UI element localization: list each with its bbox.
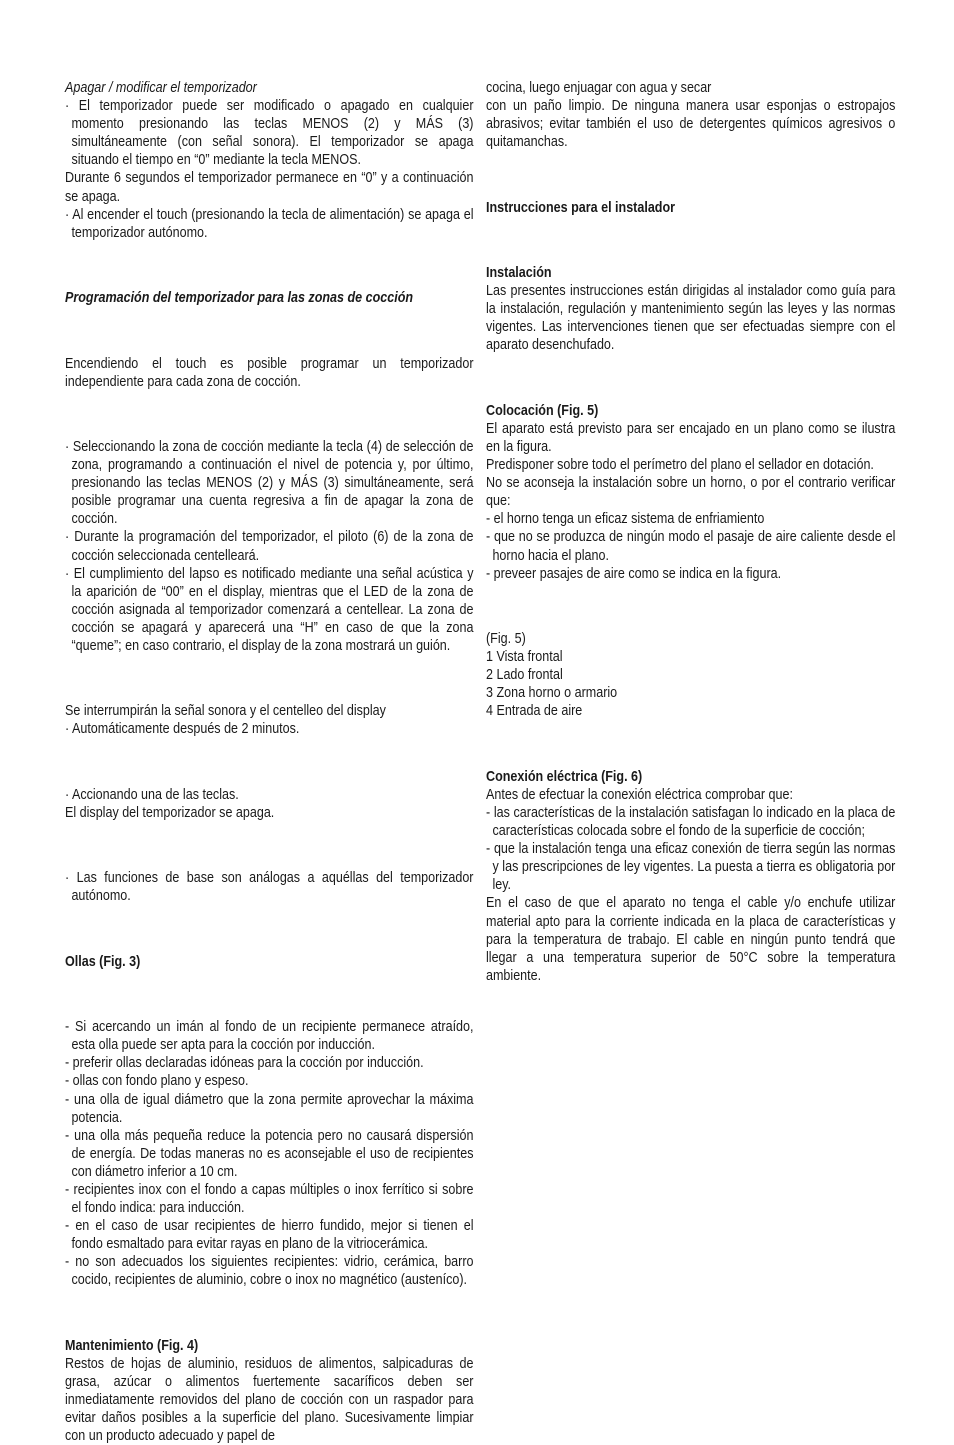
spacer (65, 985, 474, 1003)
list-item: - ollas con fondo plano y espeso. (65, 1073, 249, 1090)
spacer (65, 920, 474, 938)
section-heading: Ollas (Fig. 3) (65, 953, 141, 970)
bullet-item: · Seleccionando la zona de cocción mediante la tecla (4) de selección de zona, programando a continuación el nivel de potencia y, por último, presionando las teclas MENOS (2) y MÁS (3) simultáneamente, será posible programar una cuenta regresiva a fin de apagar la zona de cocción. (65, 438, 474, 528)
subsection-heading: Programación del temporizador para las zonas de cocción (65, 290, 414, 307)
bullet-item: · Accionando una de las teclas. (65, 786, 239, 803)
bullet-item: · Las funciones de base son análogas a aquéllas del temporizador autónomo. (65, 870, 474, 905)
list-item: - preferir ollas declaradas idóneas para la cocción por inducción. (65, 1055, 424, 1072)
paragraph: No se aconseja la instalación sobre un horno, o por el contrario verificar que: (486, 475, 896, 510)
paragraph: cocina, luego enjuagar con agua y secar (486, 80, 712, 96)
section-heading: Mantenimiento (Fig. 4) (65, 1337, 199, 1354)
list-item: - Si acercando un imán al fondo de un recipiente permanece atraído, esta olla puede ser apta para la cocción por inducción. (65, 1019, 474, 1054)
list-item: - recipientes inox con el fondo a capas múltiples o inox ferrítico si sobre el fondo indica: para inducción. (65, 1182, 474, 1217)
spacer (65, 670, 474, 688)
paragraph: Se interrumpirán la señal sonora y el centelleo del display (65, 703, 386, 720)
section-heading: Conexión eléctrica (Fig. 6) (486, 768, 643, 785)
section-heading: Instalación (486, 265, 552, 282)
list-item: - preveer pasajes de aire como se indica en la figura. (486, 565, 782, 582)
spacer (65, 753, 474, 771)
spacer (65, 837, 474, 855)
paragraph: 1 Vista frontal (486, 649, 563, 666)
paragraph: Las presentes instrucciones están dirigidas al instalador como guía para la instalación, regulación y mantenimiento según las leyes y las normas vigentes. Las intervenciones tienen que ser efectuadas siempre con el aparato desenchufado. (486, 283, 896, 354)
bullet-item: · Automáticamente después de 2 minutos. (65, 721, 300, 738)
list-item: - en el caso de usar recipientes de hierro fundido, mejor si tienen el fondo esmaltado para evitar rayas en plano de la vitriocerámica. (65, 1218, 474, 1253)
right-column (486, 79, 895, 985)
list-item: - no son adecuados los siguientes recipientes: vidrio, cerámica, barro cocido, recipientes de aluminio, cobre o inox no magnético (austeníco). (65, 1254, 474, 1289)
bullet-item: · El temporizador puede ser modificado o apagado en cualquier momento presionando las teclas MENOS (2) y MÁS (3) simultáneamente (con señal sonora). El temporizador se apaga situando el tiempo en “0” mediante la tecla MENOS. (65, 98, 474, 169)
spacer (65, 1304, 474, 1322)
spacer (65, 405, 474, 423)
list-item: - las características de la instalación satisfagan lo indicado en la placa de características colocada sobre el fondo de la superficie de cocción; (486, 804, 896, 840)
spacer (486, 166, 895, 184)
paragraph: Restos de hojas de aluminio, residuos de alimentos, salpicaduras de grasa, azúcar o alimentos fuertemente sacaríficos deben ser inmediatamente removidos del plano de cocción con un raspador para evitar daños posibles a la superficie del plano. Sucesivamente limpiar con un producto adecuado y papel de (65, 1355, 474, 1445)
list-item: - que no se produzca de ningún modo el pasaje de aire caliente desde el horno hacia el plano. (486, 529, 896, 564)
bullet-item: · Al encender el touch (presionando la tecla de alimentación) se apaga el temporizador autónomo. (65, 206, 474, 241)
paragraph: 2 Lado frontal (486, 667, 563, 684)
spacer (486, 231, 895, 249)
spacer (486, 369, 895, 387)
paragraph: 3 Zona horno o armario (486, 685, 618, 702)
subsection-heading: Apagar / modificar el temporizador (65, 80, 257, 96)
bullet-item: · El cumplimiento del lapso es notificado mediante una señal acústica y la aparición de “00” en el display, mientras que el LED de la zona de cocción asignada al temporizador comenzará a centellear. La zona de cocción se apagará y aparecerá una “H” en caso de que la zona “queme”; en caso contrario, el display de la zona mostrará un guión. (65, 565, 474, 654)
paragraph: (Fig. 5) (486, 631, 526, 647)
paragraph: Antes de efectuar la conexión eléctrica comprobar que: (486, 786, 793, 803)
paragraph: El display del temporizador se apaga. (65, 804, 275, 821)
section-heading: Instrucciones para el instalador (486, 199, 676, 216)
paragraph: con un paño limpio. De ninguna manera usar esponjas o estropajos abrasivos; evitar también el uso de detergentes químicos agresivos o quitamanchas. (486, 98, 896, 151)
list-item: - una olla más pequeña reduce la potencia pero no causará dispersión de energía. De todas maneras no es aconsejable el uso de recipientes con diámetro inferior a 10 cm. (65, 1127, 474, 1180)
spacer (65, 256, 474, 274)
paragraph: Encendiendo el touch es posible programar un temporizador independiente para cada zona de cocción. (65, 355, 474, 390)
spacer (486, 735, 895, 753)
list-item: - el horno tenga un eficaz sistema de enfriamiento (486, 511, 765, 528)
section-heading: Colocación (Fig. 5) (486, 402, 599, 419)
list-item: - que la instalación tenga una eficaz conexión de tierra según las normas y las prescripciones de ley vigentes. La puesta a tierra es obligatoria por ley. (486, 841, 896, 894)
bullet-item: · Durante la programación del temporizador, el piloto (6) de la zona de cocción seleccionada centelleará. (65, 529, 474, 564)
paragraph: Predisponer sobre todo el perímetro del plano el sellador en dotación. (486, 457, 874, 474)
spacer (486, 597, 895, 615)
paragraph: En el caso de que el aparato no tenga el cable y/o enchufe utilizar material apto para la corriente indicada en la placa de características y para la temperatura de trabajo. El cable en ningún punto tendrá que llegar a una temperatura superior de 50°C sobre la temperatura ambiente. (486, 895, 896, 984)
left-column (65, 79, 474, 1445)
paragraph: El aparato está previsto para ser encajado en un plano como se ilustra en la figura. (486, 420, 896, 455)
paragraph: Durante 6 segundos el temporizador permanece en “0” y a continuación se apaga. (65, 170, 474, 205)
paragraph: 4 Entrada de aire (486, 703, 583, 720)
list-item: - una olla de igual diámetro que la zona permite aprovechar la máxima potencia. (65, 1091, 474, 1126)
spacer (65, 322, 474, 340)
